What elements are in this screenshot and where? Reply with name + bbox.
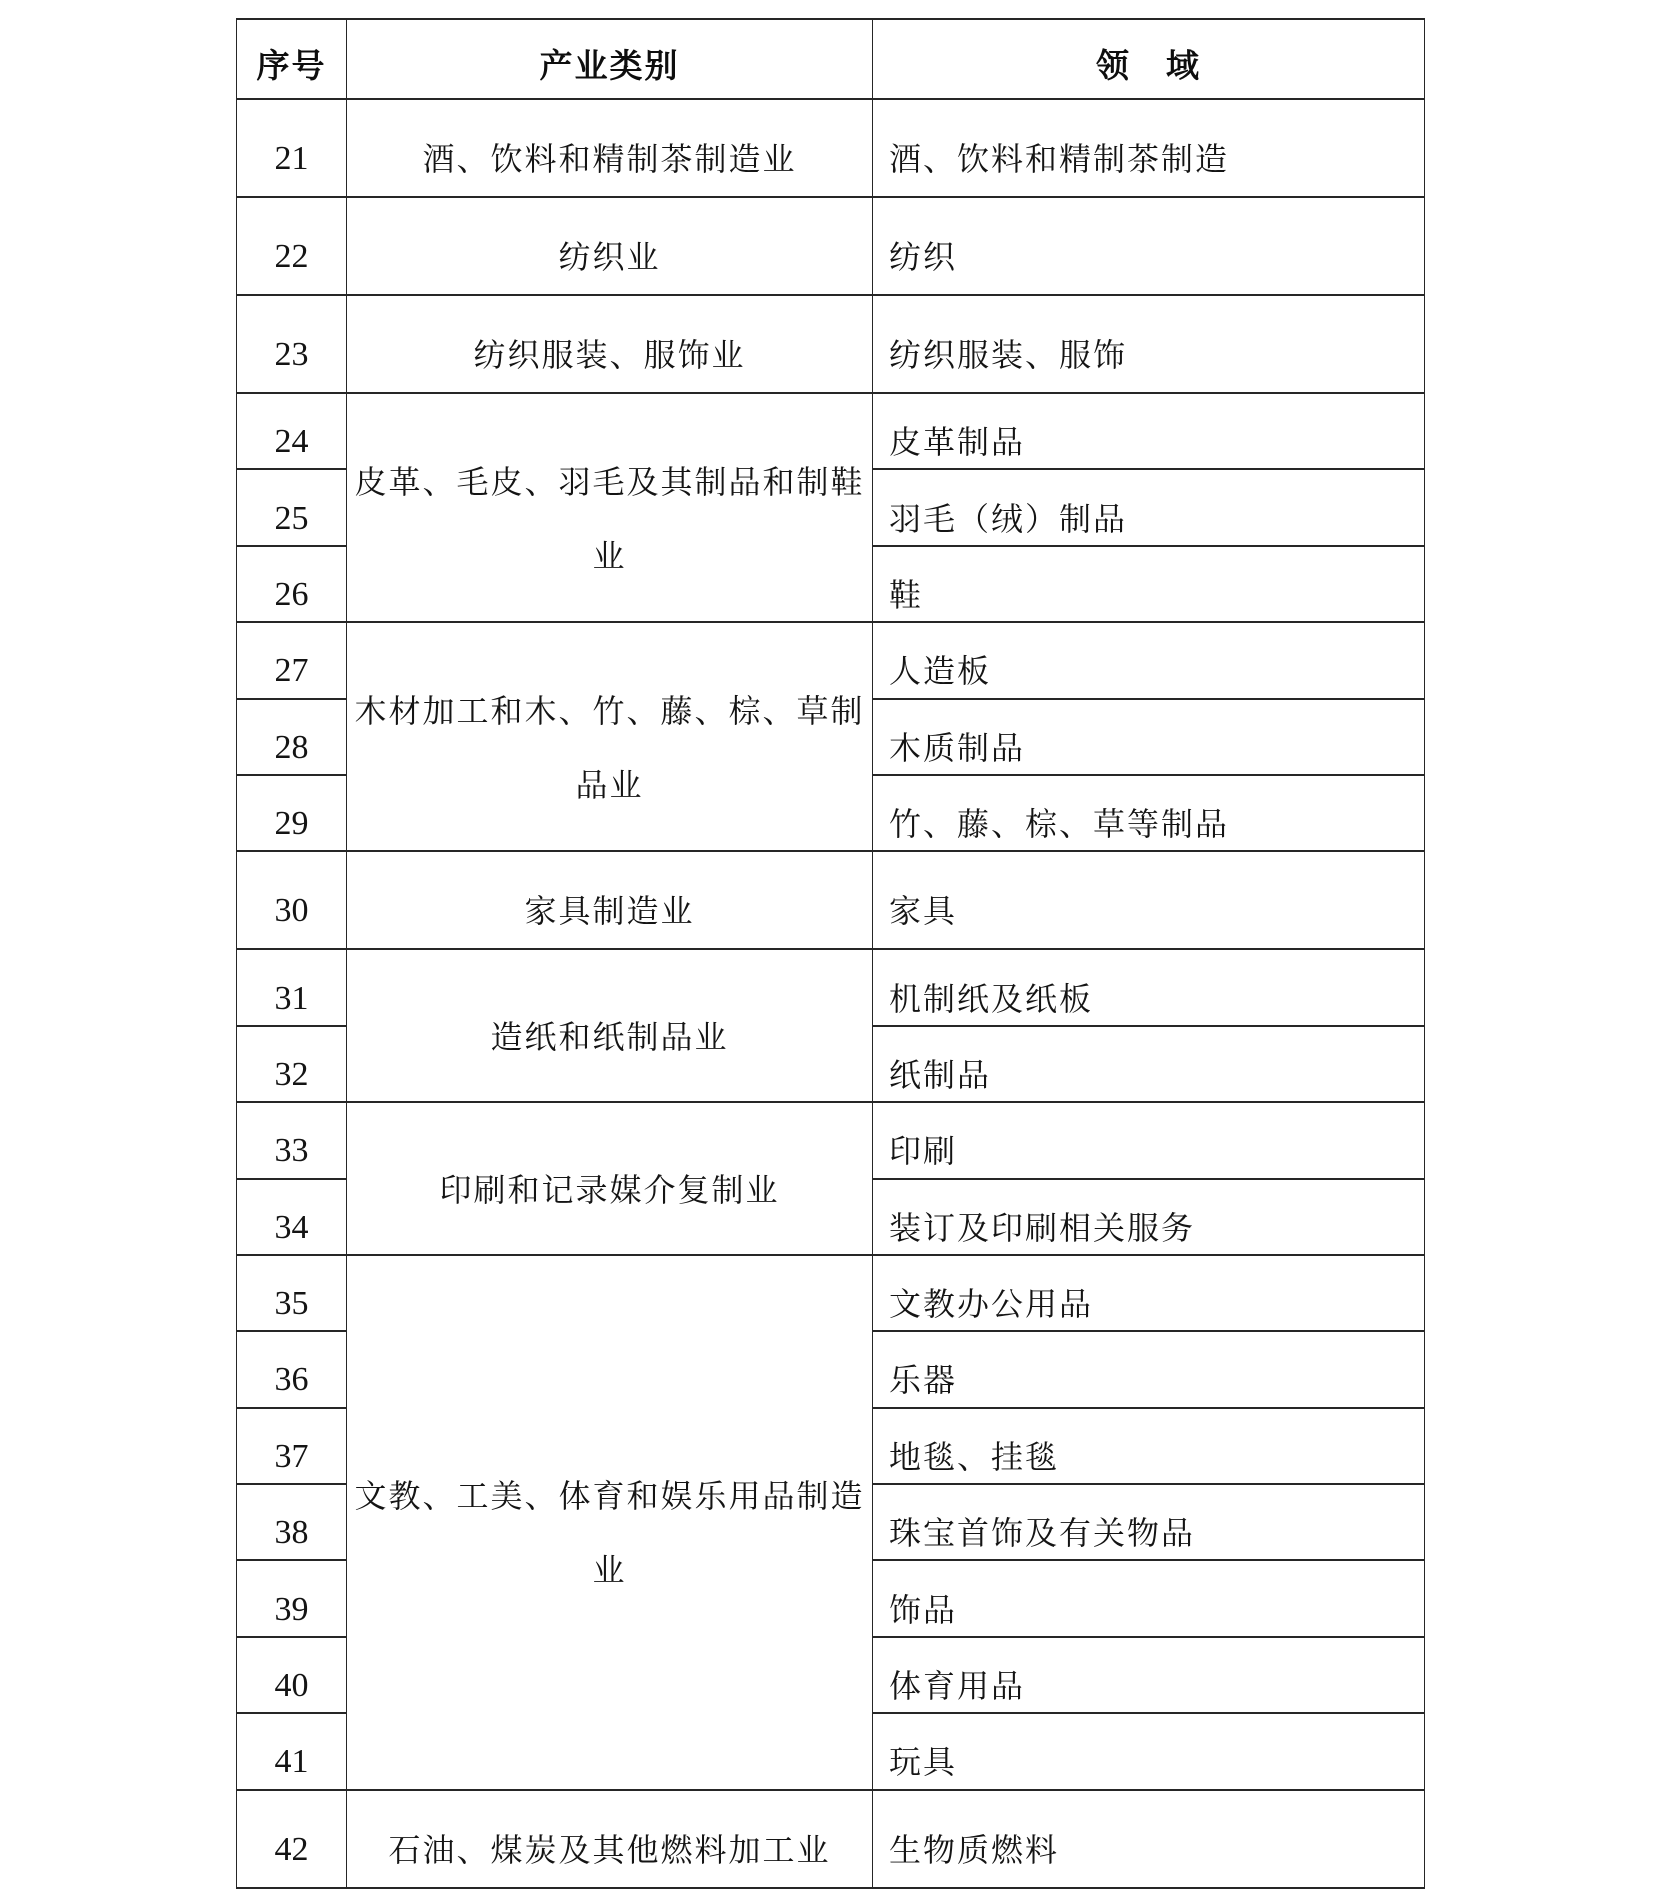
serial-number-cell: 29 (237, 775, 347, 851)
table-row (237, 1102, 1425, 1178)
table-row (237, 851, 1425, 949)
serial-number-cell: 33 (237, 1102, 347, 1178)
header-industry-category: 产业类别 (347, 19, 873, 99)
industry-category-cell: 造纸和纸制品业 (347, 949, 873, 1102)
serial-number-cell: 26 (237, 546, 347, 622)
table-row (237, 197, 1425, 295)
field-cell: 人造板 (873, 622, 1425, 698)
industry-category-cell: 木材加工和木、竹、藤、棕、草制品业 (347, 622, 873, 851)
serial-number-cell: 23 (237, 295, 347, 393)
serial-number-cell: 31 (237, 949, 347, 1025)
industry-category-cell: 印刷和记录媒介复制业 (347, 1102, 873, 1255)
serial-number-cell: 30 (237, 851, 347, 949)
table-body (237, 99, 1425, 1888)
table-row (237, 295, 1425, 393)
field-cell: 机制纸及纸板 (873, 949, 1425, 1025)
serial-number-cell: 42 (237, 1790, 347, 1888)
serial-number-cell: 24 (237, 393, 347, 469)
field-cell: 印刷 (873, 1102, 1425, 1178)
industry-category-cell: 文教、工美、体育和娱乐用品制造业 (347, 1255, 873, 1790)
header-serial-number: 序号 (237, 19, 347, 99)
serial-number-cell: 39 (237, 1560, 347, 1636)
table-row (237, 949, 1425, 1025)
field-cell: 纺织服装、服饰 (873, 295, 1425, 393)
header-field: 领 域 (873, 19, 1425, 99)
field-cell: 文教办公用品 (873, 1255, 1425, 1331)
field-cell: 生物质燃料 (873, 1790, 1425, 1888)
field-cell: 皮革制品 (873, 393, 1425, 469)
industry-category-cell: 纺织业 (347, 197, 873, 295)
header-row (237, 19, 1425, 99)
serial-number-cell: 32 (237, 1026, 347, 1102)
serial-number-cell: 40 (237, 1637, 347, 1713)
field-cell: 竹、藤、棕、草等制品 (873, 775, 1425, 851)
serial-number-cell: 28 (237, 699, 347, 775)
industry-category-cell: 石油、煤炭及其他燃料加工业 (347, 1790, 873, 1888)
serial-number-cell: 37 (237, 1408, 347, 1484)
table-row (237, 393, 1425, 469)
industry-table (236, 18, 1425, 1889)
industry-category-cell: 纺织服装、服饰业 (347, 295, 873, 393)
table-row (237, 1790, 1425, 1888)
field-cell: 装订及印刷相关服务 (873, 1179, 1425, 1255)
serial-number-cell: 34 (237, 1179, 347, 1255)
field-cell: 纸制品 (873, 1026, 1425, 1102)
table-row (237, 99, 1425, 197)
table-row (237, 1255, 1425, 1331)
field-cell: 体育用品 (873, 1637, 1425, 1713)
field-cell: 纺织 (873, 197, 1425, 295)
industry-category-cell: 酒、饮料和精制茶制造业 (347, 99, 873, 197)
serial-number-cell: 27 (237, 622, 347, 698)
serial-number-cell: 25 (237, 469, 347, 545)
serial-number-cell: 22 (237, 197, 347, 295)
industry-category-cell: 家具制造业 (347, 851, 873, 949)
field-cell: 羽毛（绒）制品 (873, 469, 1425, 545)
serial-number-cell: 36 (237, 1331, 347, 1407)
field-cell: 玩具 (873, 1713, 1425, 1789)
industry-category-cell: 皮革、毛皮、羽毛及其制品和制鞋业 (347, 393, 873, 622)
field-cell: 珠宝首饰及有关物品 (873, 1484, 1425, 1560)
field-cell: 鞋 (873, 546, 1425, 622)
field-cell: 饰品 (873, 1560, 1425, 1636)
field-cell: 地毯、挂毯 (873, 1408, 1425, 1484)
serial-number-cell: 38 (237, 1484, 347, 1560)
table-row (237, 622, 1425, 698)
field-cell: 酒、饮料和精制茶制造 (873, 99, 1425, 197)
table-header (237, 19, 1425, 99)
serial-number-cell: 21 (237, 99, 347, 197)
field-cell: 乐器 (873, 1331, 1425, 1407)
field-cell: 木质制品 (873, 699, 1425, 775)
serial-number-cell: 41 (237, 1713, 347, 1789)
serial-number-cell: 35 (237, 1255, 347, 1331)
field-cell: 家具 (873, 851, 1425, 949)
